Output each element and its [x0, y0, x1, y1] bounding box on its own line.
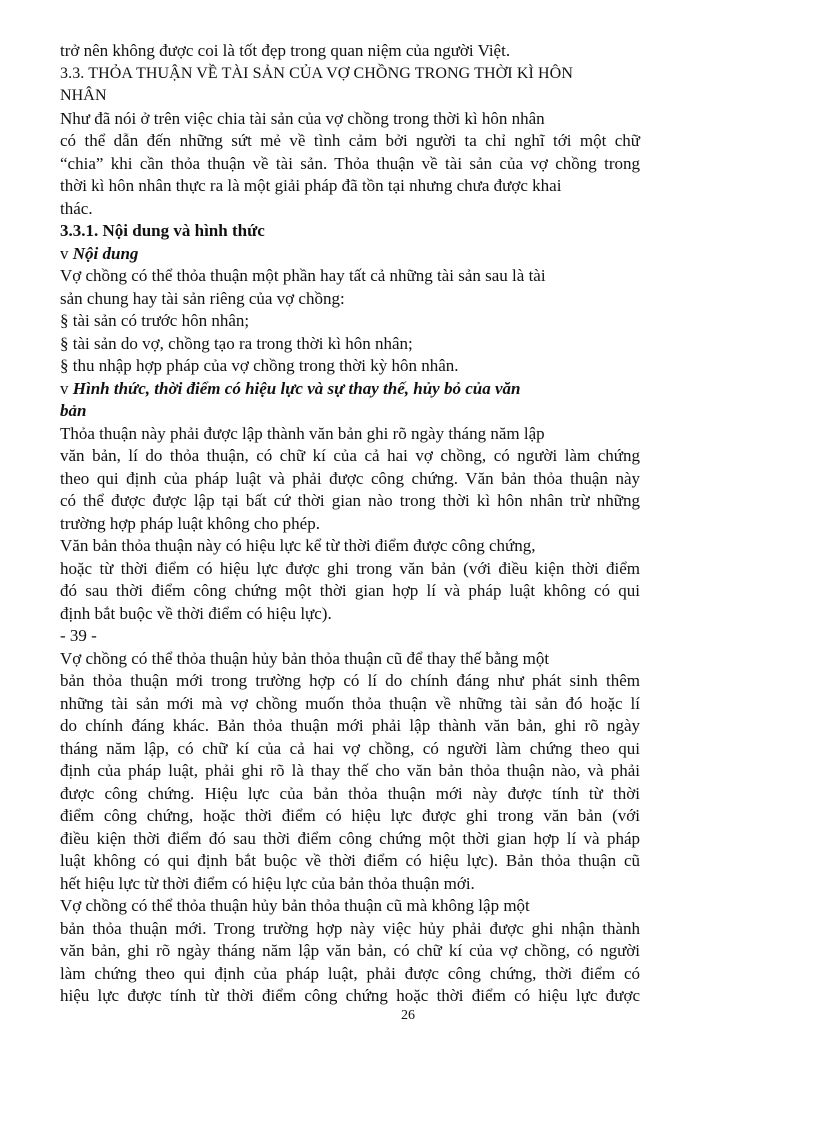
text-line: hoặc từ thời điểm có hiệu lực được ghi trong văn bản (với điều kiện thời điểm: [60, 558, 640, 578]
subheading-form: [60, 378, 640, 401]
subheading-form-title-cont: bản: [60, 401, 87, 420]
text-line: “chia” khi cần thỏa thuận về tài sản. Thỏa thuận về tài sản của vợ chồng trong: [60, 153, 640, 173]
list-item: § tài sản có trước hôn nhân;: [60, 311, 250, 330]
text-line: làm chứng theo qui định của pháp luật, phải được công chứng, thời điểm có: [60, 963, 640, 983]
text-line: Vợ chồng có thể thỏa thuận một phần hay tất cả những tài sản sau là tài: [60, 266, 546, 285]
text-line: Thỏa thuận này phải được lập thành văn bản ghi rõ ngày tháng năm lập: [60, 423, 545, 443]
text-line: đó sau thời điểm công chứng một thời gian hợp lí và pháp luật không có qui: [60, 581, 640, 600]
text-line: hết hiệu lực từ thời điểm có hiệu lực của bản thỏa thuận mới.: [60, 873, 475, 893]
text-line: những tài sản mới mà vợ chồng muốn thỏa thuận về những tài sản đó hoặc lí: [60, 693, 640, 713]
text-line: văn bản, ghi rõ ngày tháng năm lập văn bản, có chữ kí của vợ chồng, có người: [60, 941, 640, 960]
text-line: Như đã nói ở trên việc chia tài sản của vợ chồng trong thời kì hôn nhân: [60, 108, 545, 128]
text-line: do chính đáng khác. Bản thỏa thuận mới phải lập thành văn bản, ghi rõ ngày: [60, 716, 640, 735]
text-line: định bắt buộc về thời điểm có hiệu lực).: [60, 603, 332, 623]
text-line: định của pháp luật, phải ghi rõ là thay thế cho văn bản thỏa thuận nào, và phải: [60, 761, 640, 780]
text-line: Vợ chồng có thể thỏa thuận hủy bản thỏa thuận cũ mà không lập một: [60, 896, 530, 915]
subheading-content-title: Nội dung: [72, 243, 139, 263]
text-line: luật không có qui định bắt buộc về thời điểm có hiệu lực). Bản thỏa thuận cũ: [60, 851, 640, 870]
text-line: bản thỏa thuận mới. Trong trường hợp này việc hủy phải được ghi nhận thành: [60, 918, 640, 938]
section-heading-3-3-cont: NHÂN: [60, 87, 107, 104]
text-line: Vợ chồng có thể thỏa thuận hủy bản thỏa thuận cũ để thay thế bằng một: [60, 648, 550, 668]
section-heading-3-3: 3.3. THỎA THUẬN VỀ TÀI SẢN CỦA VỢ CHỒNG TRONG THỜI KÌ HÔN: [60, 64, 573, 82]
text-line: thác.: [60, 198, 93, 218]
text-line: sản chung hay tài sản riêng của vợ chồng:: [60, 288, 345, 308]
text-line: tháng năm lập, có chữ kí của cả hai vợ chồng, có người làm chứng theo qui: [60, 738, 640, 758]
subheading-form-title: Hình thức, thời điểm có hiệu lực và sự thay thế, hủy bỏ của văn: [72, 378, 521, 398]
text-line: Văn bản thỏa thuận này có hiệu lực kể từ thời điểm được công chứng,: [60, 536, 536, 555]
text-line: văn bản, lí do thỏa thuận, có chữ kí của cả hai vợ chồng, có người làm chứng: [60, 446, 640, 465]
text-line: bản thỏa thuận mới trong trường hợp có lí do chính đáng như phát sinh thêm: [60, 671, 640, 690]
text-line: theo qui định của pháp luật và phải được công chứng. Văn bản thỏa thuận này: [60, 468, 640, 488]
text-line: có thể dẫn đến những sứt mẻ về tình cảm bởi người ta chỉ nghĩ tới một chữ: [60, 131, 640, 150]
text-line: trường hợp pháp luật không cho phép.: [60, 513, 320, 533]
subheading-content: [60, 243, 640, 266]
text-line: được công chứng. Hiệu lực của bản thỏa thuận mới này được tính từ thời: [60, 783, 640, 803]
document-body: [60, 40, 640, 1008]
list-item: § thu nhập hợp pháp của vợ chồng trong thời kỳ hôn nhân.: [60, 356, 459, 375]
source-page-marker: - 39 -: [60, 626, 97, 645]
v-bullet-marker: v: [60, 243, 73, 263]
text-line: có thể được được lập tại bất cứ thời gian nào trong thời kì hôn nhân trừ những: [60, 491, 640, 510]
text-line: thời kì hôn nhân thực ra là một giải pháp đã tồn tại nhưng chưa được khai: [60, 176, 562, 195]
text-line: điều kiện thời điểm đó sau thời điểm công chứng một thời gian hợp lí và pháp: [60, 828, 640, 848]
text-line: điểm công chứng, hoặc thời điểm có hiệu lực được ghi trong văn bản (với: [60, 806, 640, 825]
subsection-heading-3-3-1: 3.3.1. Nội dung và hình thức: [60, 221, 265, 240]
text-line: hiệu lực được tính từ thời điểm công chứng hoặc thời điểm có hiệu lực được: [60, 986, 640, 1005]
list-item: § tài sản do vợ, chồng tạo ra trong thời kì hôn nhân;: [60, 333, 413, 353]
v-bullet-marker: v: [60, 378, 73, 398]
page-number: 26: [401, 1008, 415, 1023]
text-line: trở nên không được coi là tốt đẹp trong quan niệm của người Việt.: [60, 41, 511, 60]
